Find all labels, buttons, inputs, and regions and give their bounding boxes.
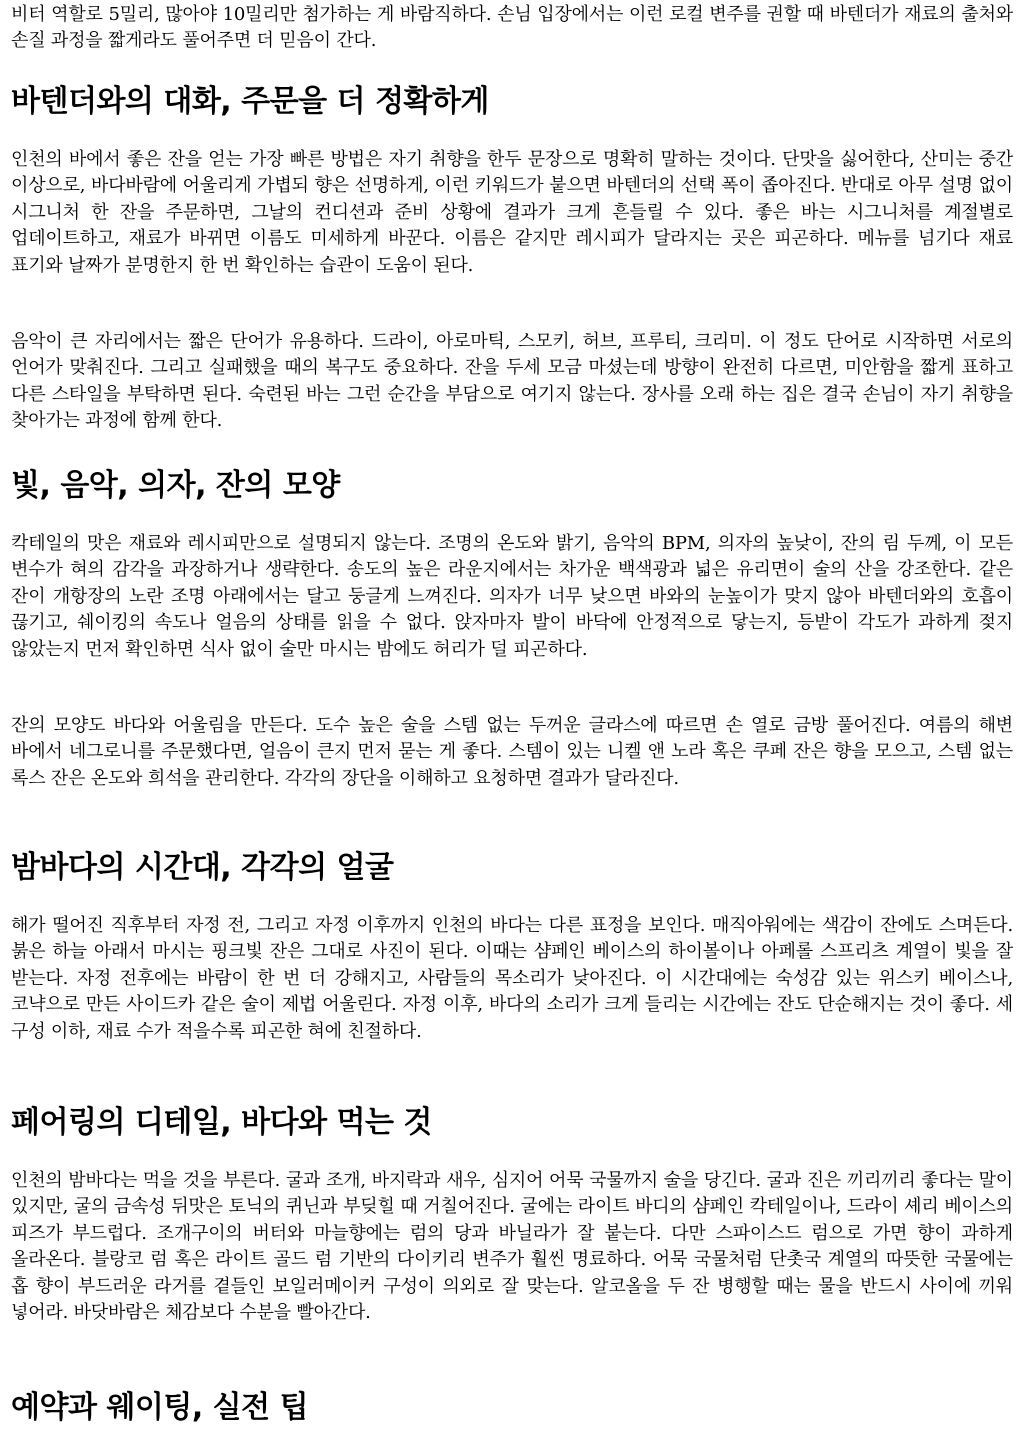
paragraph: 잔의 모양도 바다와 어울림을 만든다. 도수 높은 술을 스템 없는 두꺼운 글라스에 따르면 손 열로 금방 풀어진다. 여름의 해변 바에서 네그로니를 주문했다면, 얼음이 큰지 먼저 묻는 게 좋다. 스템이 있는 니켈 앤 노라 혹은 쿠페 잔은 향을 모으고, 스템 없는 록스 잔은 온도와 희석을 관리한다. 각각의 장단을 이해하고 요청하면 결과가 달라진다. bbox=[11, 715, 1013, 789]
paragraph: 칵테일의 맛은 재료와 레시피만으로 설명되지 않는다. 조명의 온도와 밝기, 음악의 BPM, 의자의 높낮이, 잔의 림 두께, 이 모든 변수가 혀의 감각을 과장하거나 생략한다. 송도의 높은 라운지에서는 차가운 백색광과 넓은 유리면이 술의 산을 강조한다. 같은 잔이 개항장의 노란 조명 아래에서는 달고 둥글게 느껴진다. 의자가 너무 낮으면 바와의 눈높이가 맞지 않아 바텐더와의 호흡이 끊기고, 쉐이킹의 속도나 얼음의 상태를 읽을 수 없다. 앉자마자 발이 바닥에 안정적으로 닿는지, 등받이 각도가 과하게 젖지 않았는지 먼저 확인하면 식사 없이 술만 마시는 밤에도 허리가 덜 피곤하다. bbox=[11, 533, 1013, 660]
section-heading-night-sea-timeslots: 밤바다의 시간대, 각각의 얼굴 bbox=[11, 850, 394, 885]
section-heading-light-music-chairs-glass: 빛, 음악, 의자, 잔의 모양 bbox=[11, 468, 340, 503]
paragraph: 음악이 큰 자리에서는 짧은 단어가 유용하다. 드라이, 아로마틱, 스모키, 허브, 프루티, 크리미. 이 정도 단어로 시작하면 서로의 언어가 맞춰진다. 그리고 실패했을 때의 복구도 중요하다. 잔을 두세 모금 마셨는데 방향이 완전히 다르면, 미안함을 짧게 표하고 다른 스타일을 부탁하면 된다. 숙련된 바는 그런 순간을 부담으로 여기지 않는다. 장사를 오래 하는 집은 결국 손님이 자기 취향을 찾아가는 과정에 함께 한다. bbox=[11, 331, 1013, 432]
section-heading-bartender-conversation: 바텐더와의 대화, 주문을 더 정확하게 bbox=[11, 84, 489, 119]
paragraph: 인천의 바에서 좋은 잔을 얻는 가장 빠른 방법은 자기 취향을 한두 문장으로 명확히 말하는 것이다. 단맛을 싫어한다, 산미는 중간 이상으로, 바다바람에 어울리게 가볍되 향은 선명하게, 이런 키워드가 붙으면 바텐더의 선택 폭이 좁아진다. 반대로 아무 설명 없이 시그니처 한 잔을 주문하면, 그날의 컨디션과 준비 상황에 결과가 크게 흔들릴 수 있다. 좋은 바는 시그니처를 계절별로 업데이트하고, 재료가 바뀌면 이름도 미세하게 바꾼다. 이름은 같지만 레시피가 달라지는 곳은 피곤하다. 메뉴를 넘기다 재료 표기와 날짜가 분명한지 한 번 확인하는 습관이 도움이 된다. bbox=[11, 149, 1013, 276]
section-heading-pairing-details: 페어링의 디테일, 바다와 먹는 것 bbox=[11, 1105, 432, 1140]
intro-paragraph: 비터 역할로 5밀리, 많아야 10밀리만 첨가하는 게 바람직하다. 손님 입장에서는 이런 로컬 변주를 권할 때 바텐더가 재료의 출처와 손질 과정을 짧게라도 풀어주면 더 믿음이 간다. bbox=[11, 4, 1013, 52]
paragraph: 인천의 밤바다는 먹을 것을 부른다. 굴과 조개, 바지락과 새우, 심지어 어묵 국물까지 술을 당긴다. 굴과 진은 끼리끼리 좋다는 말이 있지만, 굴의 금속성 뒤맛은 토닉의 퀴닌과 부딪힐 때 거칠어진다. 굴에는 라이트 바디의 샴페인 칵테일이나, 드라이 셰리 베이스의 피즈가 부드럽다. 조개구이의 버터와 마늘향에는 럼의 당과 바닐라가 잘 붙는다. 다만 스파이스드 럼으로 가면 향이 과하게 올라온다. 블랑코 럼 혹은 라이트 골드 럼 기반의 다이키리 변주가 훨씬 명료하다. 어묵 국물처럼 단촛국 계열의 따뜻한 국물에는 홉 향이 부드러운 라거를 곁들인 보일러메이커 구성이 의외로 잘 맞는다. 알코올을 두 잔 병행할 때는 물을 반드시 사이에 끼워 넣어라. 바닷바람은 체감보다 수분을 빨아간다. bbox=[11, 1170, 1013, 1324]
section-heading-reservation-tips: 예약과 웨이팅, 실전 팁 bbox=[11, 1390, 309, 1425]
paragraph: 해가 떨어진 직후부터 자정 전, 그리고 자정 이후까지 인천의 바다는 다른 표정을 보인다. 매직아워에는 색감이 잔에도 스며든다. 붉은 하늘 아래서 마시는 핑크빛 잔은 그대로 사진이 된다. 이때는 샴페인 베이스의 하이볼이나 아페롤 스프리츠 계열이 빛을 잘 받는다. 자정 전후에는 바람이 한 번 더 강해지고, 사람들의 목소리가 낮아진다. 이 시간대에는 숙성감 있는 위스키 베이스나, 코냑으로 만든 사이드카 같은 술이 제법 어울린다. 자정 이후, 바다의 소리가 크게 들리는 시간에는 잔도 단순해지는 것이 좋다. 세 구성 이하, 재료 수가 적을수록 피곤한 혀에 친절하다. bbox=[11, 915, 1013, 1042]
